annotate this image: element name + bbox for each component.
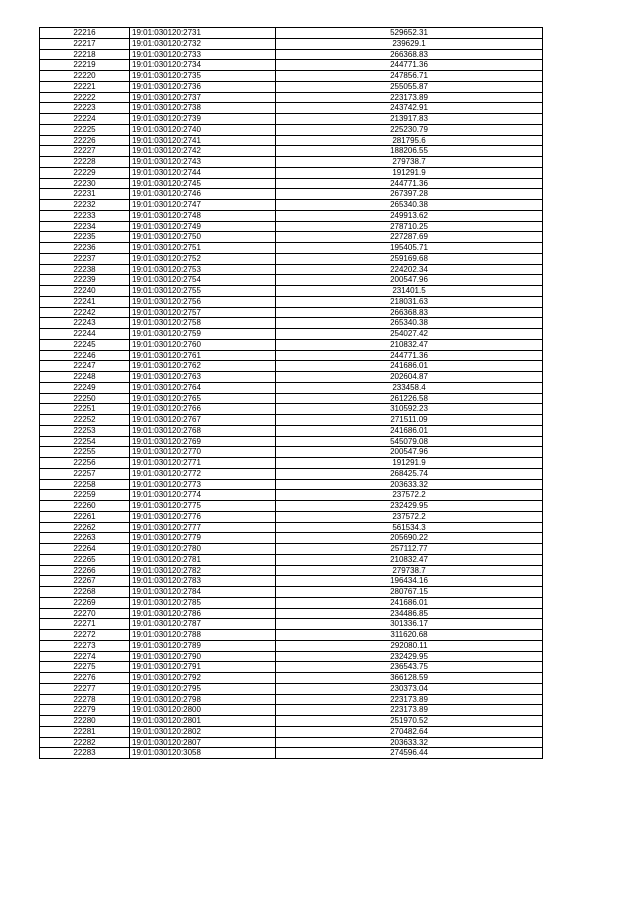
cadastral-value-cell: 227287.69 — [276, 232, 543, 243]
cadastral-number-cell: 19:01:030120:2795 — [130, 683, 276, 694]
row-number-cell: 22244 — [40, 329, 130, 340]
table-row — [40, 608, 543, 619]
cadastral-number-cell: 19:01:030120:2766 — [130, 404, 276, 415]
cadastral-value-cell: 205690.22 — [276, 533, 543, 544]
cadastral-number-cell: 19:01:030120:2761 — [130, 350, 276, 361]
table-row — [40, 468, 543, 479]
cadastral-value-cell: 545079.08 — [276, 436, 543, 447]
cadastral-number-cell: 19:01:030120:2756 — [130, 296, 276, 307]
table-row — [40, 178, 543, 189]
cadastral-number-cell: 19:01:030120:2772 — [130, 468, 276, 479]
cadastral-value-cell: 196434.16 — [276, 576, 543, 587]
table-row — [40, 662, 543, 673]
cadastral-value-cell: 232429.95 — [276, 501, 543, 512]
cadastral-value-cell: 267397.28 — [276, 189, 543, 200]
table-row — [40, 339, 543, 350]
row-number-cell: 22224 — [40, 114, 130, 125]
cadastral-number-cell: 19:01:030120:2757 — [130, 307, 276, 318]
cadastral-number-cell: 19:01:030120:2786 — [130, 608, 276, 619]
cadastral-number-cell: 19:01:030120:2775 — [130, 501, 276, 512]
row-number-cell: 22238 — [40, 264, 130, 275]
cadastral-value-cell: 259169.68 — [276, 253, 543, 264]
row-number-cell: 22267 — [40, 576, 130, 587]
cadastral-number-cell: 19:01:030120:2767 — [130, 415, 276, 426]
cadastral-value-cell: 278710.25 — [276, 221, 543, 232]
cadastral-value-cell: 191291.9 — [276, 167, 543, 178]
cadastral-number-cell: 19:01:030120:2765 — [130, 393, 276, 404]
table-row — [40, 748, 543, 759]
table-row — [40, 425, 543, 436]
cadastral-value-cell: 281795.6 — [276, 135, 543, 146]
row-number-cell: 22270 — [40, 608, 130, 619]
table-row — [40, 329, 543, 340]
cadastral-number-cell: 19:01:030120:2801 — [130, 716, 276, 727]
row-number-cell: 22277 — [40, 683, 130, 694]
table-row — [40, 705, 543, 716]
table-row — [40, 640, 543, 651]
row-number-cell: 22275 — [40, 662, 130, 673]
cadastral-value-cell: 213917.83 — [276, 114, 543, 125]
row-number-cell: 22230 — [40, 178, 130, 189]
table-row — [40, 167, 543, 178]
cadastral-number-cell: 19:01:030120:2792 — [130, 673, 276, 684]
cadastral-value-cell: 237572.2 — [276, 511, 543, 522]
cadastral-number-cell: 19:01:030120:2779 — [130, 533, 276, 544]
table-row — [40, 49, 543, 60]
cadastral-value-cell: 200547.96 — [276, 275, 543, 286]
row-number-cell: 22241 — [40, 296, 130, 307]
row-number-cell: 22240 — [40, 286, 130, 297]
cadastral-value-cell: 311620.68 — [276, 630, 543, 641]
cadastral-number-cell: 19:01:030120:2738 — [130, 103, 276, 114]
table-row — [40, 554, 543, 565]
cadastral-number-cell: 19:01:030120:2755 — [130, 286, 276, 297]
cadastral-number-cell: 19:01:030120:2760 — [130, 339, 276, 350]
table-row — [40, 264, 543, 275]
row-number-cell: 22255 — [40, 447, 130, 458]
table-row — [40, 124, 543, 135]
table-row — [40, 135, 543, 146]
cadastral-value-cell: 279738.7 — [276, 157, 543, 168]
cadastral-number-cell: 19:01:030120:2747 — [130, 200, 276, 211]
cadastral-value-cell: 218031.63 — [276, 296, 543, 307]
row-number-cell: 22220 — [40, 71, 130, 82]
table-row — [40, 683, 543, 694]
table-row — [40, 479, 543, 490]
cadastral-value-cell: 231401.5 — [276, 286, 543, 297]
row-number-cell: 22256 — [40, 458, 130, 469]
row-number-cell: 22265 — [40, 554, 130, 565]
cadastral-number-cell: 19:01:030120:2764 — [130, 382, 276, 393]
cadastral-value-cell: 223173.89 — [276, 92, 543, 103]
table-row — [40, 350, 543, 361]
row-number-cell: 22216 — [40, 28, 130, 39]
cadastral-number-cell: 19:01:030120:2780 — [130, 544, 276, 555]
table-row — [40, 716, 543, 727]
table-row — [40, 544, 543, 555]
cadastral-number-cell: 19:01:030120:2751 — [130, 243, 276, 254]
cadastral-number-cell: 19:01:030120:2776 — [130, 511, 276, 522]
cadastral-value-cell: 280767.15 — [276, 587, 543, 598]
cadastral-number-cell: 19:01:030120:2736 — [130, 81, 276, 92]
cadastral-value-cell: 210832.47 — [276, 554, 543, 565]
table-row — [40, 81, 543, 92]
cadastral-value-cell: 249913.62 — [276, 210, 543, 221]
cadastral-value-cell: 239629.1 — [276, 38, 543, 49]
row-number-cell: 22268 — [40, 587, 130, 598]
table-row — [40, 146, 543, 157]
cadastral-number-cell: 19:01:030120:2773 — [130, 479, 276, 490]
cadastral-number-cell: 19:01:030120:2754 — [130, 275, 276, 286]
table-row — [40, 361, 543, 372]
cadastral-value-cell: 255055.87 — [276, 81, 543, 92]
row-number-cell: 22254 — [40, 436, 130, 447]
cadastral-value-cell: 203633.32 — [276, 737, 543, 748]
row-number-cell: 22253 — [40, 425, 130, 436]
cadastral-value-cell: 244771.36 — [276, 60, 543, 71]
row-number-cell: 22227 — [40, 146, 130, 157]
cadastral-number-cell: 19:01:030120:2800 — [130, 705, 276, 716]
cadastral-value-table — [39, 27, 543, 759]
cadastral-number-cell: 19:01:030120:2732 — [130, 38, 276, 49]
row-number-cell: 22237 — [40, 253, 130, 264]
table-row — [40, 296, 543, 307]
table-row — [40, 275, 543, 286]
row-number-cell: 22225 — [40, 124, 130, 135]
table-row — [40, 737, 543, 748]
table-row — [40, 92, 543, 103]
cadastral-number-cell: 19:01:030120:2745 — [130, 178, 276, 189]
cadastral-value-cell: 244771.36 — [276, 178, 543, 189]
table-row — [40, 565, 543, 576]
row-number-cell: 22272 — [40, 630, 130, 641]
cadastral-number-cell: 19:01:030120:2740 — [130, 124, 276, 135]
row-number-cell: 22266 — [40, 565, 130, 576]
table-row — [40, 71, 543, 82]
row-number-cell: 22243 — [40, 318, 130, 329]
cadastral-value-cell: 310592.23 — [276, 404, 543, 415]
table-row — [40, 28, 543, 39]
row-number-cell: 22258 — [40, 479, 130, 490]
table-row — [40, 243, 543, 254]
cadastral-value-cell: 251970.52 — [276, 716, 543, 727]
table-row — [40, 404, 543, 415]
cadastral-number-cell: 19:01:030120:2734 — [130, 60, 276, 71]
cadastral-value-cell: 236543.75 — [276, 662, 543, 673]
cadastral-number-cell: 19:01:030120:2748 — [130, 210, 276, 221]
row-number-cell: 22257 — [40, 468, 130, 479]
table-row — [40, 189, 543, 200]
table-row — [40, 286, 543, 297]
cadastral-number-cell: 19:01:030120:2771 — [130, 458, 276, 469]
row-number-cell: 22283 — [40, 748, 130, 759]
cadastral-number-cell: 19:01:030120:2769 — [130, 436, 276, 447]
cadastral-number-cell: 19:01:030120:2753 — [130, 264, 276, 275]
cadastral-number-cell: 19:01:030120:2789 — [130, 640, 276, 651]
table-row — [40, 673, 543, 684]
cadastral-value-cell: 265340.38 — [276, 318, 543, 329]
row-number-cell: 22245 — [40, 339, 130, 350]
cadastral-value-cell: 203633.32 — [276, 479, 543, 490]
table-row — [40, 630, 543, 641]
row-number-cell: 22280 — [40, 716, 130, 727]
cadastral-number-cell: 19:01:030120:2784 — [130, 587, 276, 598]
cadastral-number-cell: 19:01:030120:2762 — [130, 361, 276, 372]
row-number-cell: 22262 — [40, 522, 130, 533]
cadastral-value-cell: 237572.2 — [276, 490, 543, 501]
cadastral-number-cell: 19:01:030120:2802 — [130, 726, 276, 737]
cadastral-number-cell: 19:01:030120:2742 — [130, 146, 276, 157]
cadastral-number-cell: 19:01:030120:2770 — [130, 447, 276, 458]
cadastral-value-cell: 270482.64 — [276, 726, 543, 737]
row-number-cell: 22276 — [40, 673, 130, 684]
cadastral-number-cell: 19:01:030120:2781 — [130, 554, 276, 565]
table-row — [40, 587, 543, 598]
table-row — [40, 694, 543, 705]
row-number-cell: 22251 — [40, 404, 130, 415]
table-row — [40, 307, 543, 318]
cadastral-number-cell: 19:01:030120:2790 — [130, 651, 276, 662]
row-number-cell: 22260 — [40, 501, 130, 512]
cadastral-number-cell: 19:01:030120:2731 — [130, 28, 276, 39]
cadastral-value-cell: 266368.83 — [276, 307, 543, 318]
cadastral-number-cell: 19:01:030120:2783 — [130, 576, 276, 587]
row-number-cell: 22263 — [40, 533, 130, 544]
row-number-cell: 22282 — [40, 737, 130, 748]
cadastral-value-cell: 195405.71 — [276, 243, 543, 254]
cadastral-number-cell: 19:01:030120:2798 — [130, 694, 276, 705]
cadastral-value-cell: 268425.74 — [276, 468, 543, 479]
cadastral-value-cell: 241686.01 — [276, 361, 543, 372]
row-number-cell: 22219 — [40, 60, 130, 71]
table-row — [40, 522, 543, 533]
cadastral-value-cell: 366128.59 — [276, 673, 543, 684]
table-row — [40, 597, 543, 608]
cadastral-value-cell: 271511.09 — [276, 415, 543, 426]
row-number-cell: 22228 — [40, 157, 130, 168]
row-number-cell: 22235 — [40, 232, 130, 243]
row-number-cell: 22223 — [40, 103, 130, 114]
cadastral-number-cell: 19:01:030120:2758 — [130, 318, 276, 329]
cadastral-number-cell: 19:01:030120:2743 — [130, 157, 276, 168]
cadastral-value-cell: 230373.04 — [276, 683, 543, 694]
cadastral-number-cell: 19:01:030120:2737 — [130, 92, 276, 103]
table-row — [40, 501, 543, 512]
cadastral-number-cell: 19:01:030120:3058 — [130, 748, 276, 759]
row-number-cell: 22278 — [40, 694, 130, 705]
row-number-cell: 22232 — [40, 200, 130, 211]
cadastral-value-cell: 223173.89 — [276, 694, 543, 705]
table-row — [40, 447, 543, 458]
row-number-cell: 22236 — [40, 243, 130, 254]
row-number-cell: 22242 — [40, 307, 130, 318]
table-row — [40, 511, 543, 522]
table-row — [40, 490, 543, 501]
row-number-cell: 22246 — [40, 350, 130, 361]
row-number-cell: 22217 — [40, 38, 130, 49]
cadastral-number-cell: 19:01:030120:2785 — [130, 597, 276, 608]
table-row — [40, 726, 543, 737]
row-number-cell: 22226 — [40, 135, 130, 146]
cadastral-value-cell: 292080.11 — [276, 640, 543, 651]
table-row — [40, 221, 543, 232]
row-number-cell: 22239 — [40, 275, 130, 286]
row-number-cell: 22269 — [40, 597, 130, 608]
table-row — [40, 372, 543, 383]
cadastral-number-cell: 19:01:030120:2768 — [130, 425, 276, 436]
row-number-cell: 22273 — [40, 640, 130, 651]
cadastral-value-cell: 254027.42 — [276, 329, 543, 340]
table-row — [40, 619, 543, 630]
table-row — [40, 576, 543, 587]
cadastral-value-cell: 188206.55 — [276, 146, 543, 157]
cadastral-number-cell: 19:01:030120:2787 — [130, 619, 276, 630]
cadastral-value-cell: 243742.91 — [276, 103, 543, 114]
table-row — [40, 415, 543, 426]
cadastral-value-cell: 224202.34 — [276, 264, 543, 275]
cadastral-value-cell: 225230.79 — [276, 124, 543, 135]
row-number-cell: 22234 — [40, 221, 130, 232]
cadastral-number-cell: 19:01:030120:2750 — [130, 232, 276, 243]
row-number-cell: 22249 — [40, 382, 130, 393]
cadastral-number-cell: 19:01:030120:2759 — [130, 329, 276, 340]
table-row — [40, 114, 543, 125]
table-row — [40, 382, 543, 393]
table-row — [40, 103, 543, 114]
table-row — [40, 38, 543, 49]
table-row — [40, 318, 543, 329]
table-row — [40, 60, 543, 71]
table-row — [40, 200, 543, 211]
row-number-cell: 22252 — [40, 415, 130, 426]
cadastral-value-cell: 202604.87 — [276, 372, 543, 383]
cadastral-value-cell: 232429.95 — [276, 651, 543, 662]
cadastral-value-cell: 279738.7 — [276, 565, 543, 576]
cadastral-number-cell: 19:01:030120:2752 — [130, 253, 276, 264]
table-body — [40, 28, 543, 759]
row-number-cell: 22233 — [40, 210, 130, 221]
table-row — [40, 157, 543, 168]
cadastral-value-cell: 265340.38 — [276, 200, 543, 211]
table-row — [40, 210, 543, 221]
cadastral-number-cell: 19:01:030120:2744 — [130, 167, 276, 178]
cadastral-value-cell: 247856.71 — [276, 71, 543, 82]
row-number-cell: 22250 — [40, 393, 130, 404]
cadastral-value-cell: 274596.44 — [276, 748, 543, 759]
table-row — [40, 533, 543, 544]
cadastral-value-cell: 234486.85 — [276, 608, 543, 619]
cadastral-number-cell: 19:01:030120:2782 — [130, 565, 276, 576]
cadastral-value-cell: 200547.96 — [276, 447, 543, 458]
row-number-cell: 22264 — [40, 544, 130, 555]
cadastral-number-cell: 19:01:030120:2788 — [130, 630, 276, 641]
cadastral-value-cell: 266368.83 — [276, 49, 543, 60]
cadastral-number-cell: 19:01:030120:2733 — [130, 49, 276, 60]
cadastral-value-cell: 529652.31 — [276, 28, 543, 39]
cadastral-number-cell: 19:01:030120:2749 — [130, 221, 276, 232]
cadastral-number-cell: 19:01:030120:2735 — [130, 71, 276, 82]
row-number-cell: 22248 — [40, 372, 130, 383]
cadastral-value-cell: 561534.3 — [276, 522, 543, 533]
table-row — [40, 232, 543, 243]
row-number-cell: 22261 — [40, 511, 130, 522]
row-number-cell: 22231 — [40, 189, 130, 200]
row-number-cell: 22279 — [40, 705, 130, 716]
row-number-cell: 22229 — [40, 167, 130, 178]
cadastral-number-cell: 19:01:030120:2807 — [130, 737, 276, 748]
table-row — [40, 458, 543, 469]
row-number-cell: 22281 — [40, 726, 130, 737]
cadastral-number-cell: 19:01:030120:2763 — [130, 372, 276, 383]
table-row — [40, 436, 543, 447]
row-number-cell: 22222 — [40, 92, 130, 103]
cadastral-number-cell: 19:01:030120:2777 — [130, 522, 276, 533]
cadastral-value-cell: 244771.36 — [276, 350, 543, 361]
cadastral-value-cell: 191291.9 — [276, 458, 543, 469]
cadastral-value-cell: 241686.01 — [276, 425, 543, 436]
cadastral-number-cell: 19:01:030120:2791 — [130, 662, 276, 673]
cadastral-value-cell: 257112.77 — [276, 544, 543, 555]
row-number-cell: 22259 — [40, 490, 130, 501]
row-number-cell: 22271 — [40, 619, 130, 630]
cadastral-value-cell: 233458.4 — [276, 382, 543, 393]
table-row — [40, 651, 543, 662]
cadastral-value-cell: 261226.58 — [276, 393, 543, 404]
cadastral-value-cell: 301336.17 — [276, 619, 543, 630]
cadastral-number-cell: 19:01:030120:2774 — [130, 490, 276, 501]
cadastral-value-cell: 223173.89 — [276, 705, 543, 716]
row-number-cell: 22221 — [40, 81, 130, 92]
table-row — [40, 393, 543, 404]
cadastral-number-cell: 19:01:030120:2741 — [130, 135, 276, 146]
cadastral-number-cell: 19:01:030120:2746 — [130, 189, 276, 200]
cadastral-number-cell: 19:01:030120:2739 — [130, 114, 276, 125]
table-row — [40, 253, 543, 264]
row-number-cell: 22247 — [40, 361, 130, 372]
cadastral-value-cell: 210832.47 — [276, 339, 543, 350]
row-number-cell: 22274 — [40, 651, 130, 662]
row-number-cell: 22218 — [40, 49, 130, 60]
cadastral-value-cell: 241686.01 — [276, 597, 543, 608]
